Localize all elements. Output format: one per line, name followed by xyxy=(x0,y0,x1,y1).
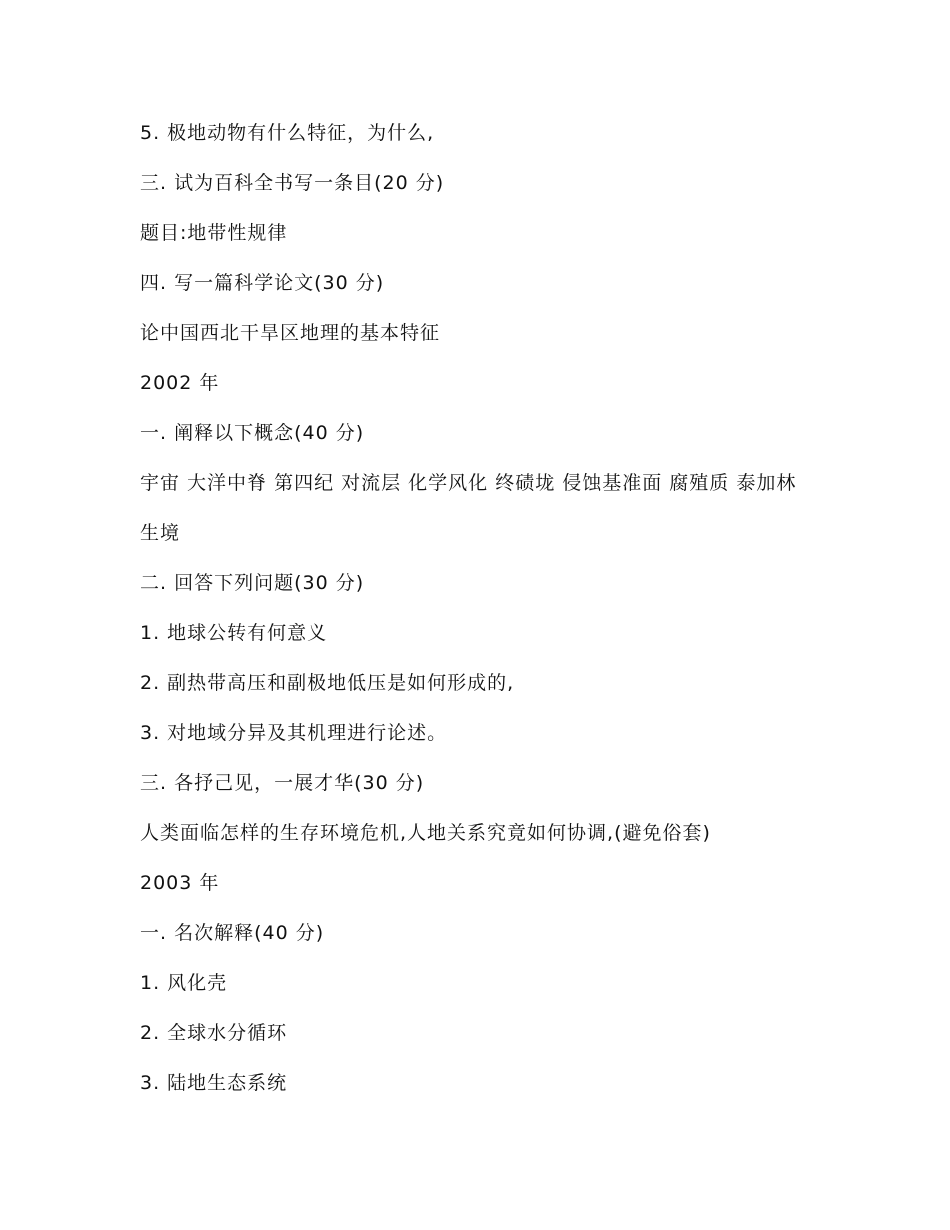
section-3-opinions: 三. 各抒己见，一展才华(30 分) xyxy=(140,772,425,794)
concept-habitat: 生境 xyxy=(140,522,181,544)
section-1-terms: 一. 名次解释(40 分) xyxy=(140,922,325,944)
term-2-water-cycle: 2. 全球水分循环 xyxy=(140,1022,288,1044)
question-3-differentiation: 3. 对地域分异及其机理进行论述。 xyxy=(140,722,448,744)
question-5-polar-animals: 5. 极地动物有什么特征，为什么, xyxy=(140,122,435,144)
question-1-revolution: 1. 地球公转有何意义 xyxy=(140,622,328,644)
essay-topic-northwest-arid: 论中国西北干旱区地理的基本特征 xyxy=(140,322,441,344)
term-3-terrestrial-ecosystem: 3. 陆地生态系统 xyxy=(140,1072,288,1094)
topic-zonal-law: 题目:地带性规律 xyxy=(140,222,288,244)
year-heading-2002: 2002 年 xyxy=(140,372,220,394)
concept-list: 宇宙 大洋中脊 第四纪 对流层 化学风化 终碛垅 侵蚀基准面 腐殖质 泰加林 xyxy=(140,472,797,494)
section-4-essay: 四. 写一篇科学论文(30 分) xyxy=(140,272,385,294)
term-1-weathering-crust: 1. 风化壳 xyxy=(140,972,228,994)
year-heading-2003: 2003 年 xyxy=(140,872,220,894)
opinion-topic-environment: 人类面临怎样的生存环境危机,人地关系究竟如何协调,(避免俗套) xyxy=(140,822,711,844)
section-1-concepts: 一. 阐释以下概念(40 分) xyxy=(140,422,365,444)
section-3-encyclopedia: 三. 试为百科全书写一条目(20 分) xyxy=(140,172,445,194)
document-body xyxy=(140,118,820,1118)
question-2-pressure: 2. 副热带高压和副极地低压是如何形成的, xyxy=(140,672,515,694)
section-2-questions: 二. 回答下列问题(30 分) xyxy=(140,572,365,594)
